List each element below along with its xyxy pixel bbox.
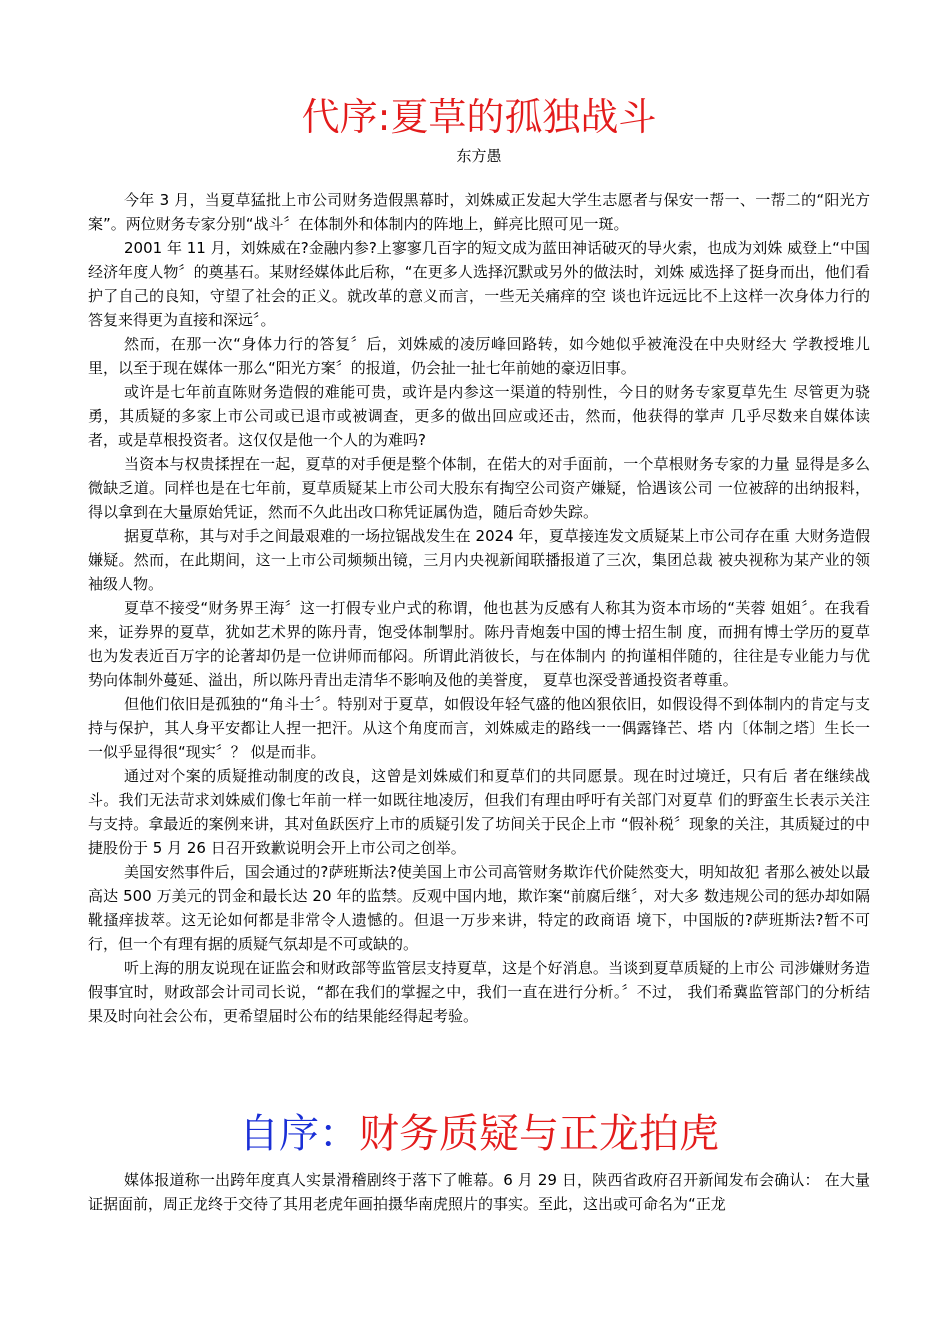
- preface-title: 代序:夏草的孤独战斗: [301, 95, 657, 139]
- paragraph: 2001 年 11 月，刘姝威在?金融内参?上寥寥几百字的短文成为蓝田神话破灭的导火索，也成为刘姝 威登上“中国经济年度人物〞的奠基石。某财经媒体此后称，“在更多人选择沉默或另外的做法时，刘姝 威选择了挺身而出，他们看护了自己的良知，守望了社会的正义。就改革的意义而言，一些无关痛痒的空 谈也许远远比不上这样一次身体力行的答复来得更为直接和深远〞。: [88, 239, 870, 329]
- paragraph: 但他们依旧是孤独的“角斗士〞。特别对于夏草，如假设年轻气盛的他凶狠依旧，如假设得不到体制内的肯定与支持与保护，其人身平安都让人捏一把汗。从这个角度而言，刘姝威走的路线一一偶露锋芒、塔 内〔体制之塔〕生长一一似乎显得很“现实〞？ 似是而非。: [88, 695, 870, 761]
- self-preface-body: [88, 1168, 870, 1218]
- paragraph: 据夏草称，其与对手之间最艰难的一场拉锯战发生在 2024 年，夏草接连发文质疑某上市公司存在重 大财务造假嫌疑。然而，在此期间，这一上市公司频频出镜，三月内央视新闻联播报道了三次，集团总裁 被央视称为某产业的领袖级人物。: [88, 527, 870, 593]
- paragraph: 夏草不接受“财务界王海〞这一打假专业户式的称谓，他也甚为反感有人称其为资本市场的“芙蓉 姐姐〞。在我看来，证券界的夏草，犹如艺术界的陈丹青，饱受体制掣肘。陈丹青炮轰中国的博士招生制 度，而拥有博士学历的夏草也为发表近百万字的论著却仍是一位讲师而郁闷。所谓此消彼长，与在体制内 的拘谨相伴随的，往往是专业能力与优势向体制外蔓延、溢出，所以陈丹青出走清华不影响及他的美誉度， 夏草也深受普通投资者尊重。: [88, 599, 870, 689]
- author-name: 东方愚: [456, 147, 502, 165]
- paragraph: 然而，在那一次“身体力行的答复〞后，刘姝威的凌厉峰回路转，如今她似乎被淹没在中央财经大 学教授堆儿里，以至于现在媒体一那么“阳光方案〞的报道，仍会扯一扯七年前她的豪迈旧事。: [88, 335, 870, 377]
- paragraph: 媒体报道称一出跨年度真人实景滑稽剧终于落下了帷幕。6 月 29 日，陕西省政府召开新闻发布会确认： 在大量证据面前，周正龙终于交待了其用老虎年画拍摄华南虎照片的事实。至此，这出或可命名为“正龙: [88, 1171, 870, 1213]
- paragraph: 当资本与权贵揉捏在一起，夏草的对手便是整个体制，在偌大的对手面前，一个草根财务专家的力量 显得是多么微缺乏道。同样也是在七年前，夏草质疑某上市公司大股东有掏空公司资产嫌疑，恰遇该公司 一位被辞的出纳报料，得以拿到在大量原始凭证，然而不久此出改口称凭证属伪造，随后奇妙失踪。: [88, 455, 870, 521]
- preface-body: [88, 188, 870, 1028]
- self-preface-title: [88, 1108, 870, 1160]
- paragraph: 今年 3 月，当夏草猛批上市公司财务造假黑幕时，刘姝威正发起大学生志愿者与保安一帮一、一帮二的“阳光方案”。两位财务专家分别“战斗〞在体制外和体制内的阵地上，鲜亮比照可见一斑。: [88, 191, 870, 233]
- paragraph: 美国安然事件后，国会通过的?萨班斯法?使美国上市公司高管财务欺诈代价陡然变大，明知故犯 者那么被处以最高达 500 万美元的罚金和最长达 20 年的监禁。反观中国内地，欺诈案“前腐后继〞，对大多 数违规公司的惩办却如隔靴搔痒拔萃。这无论如何都是非常令人遗憾的。但退一万步来讲，特定的政商语 境下，中国版的?萨班斯法?暂不可行，但一个有理有据的质疑气氛却是不可或缺的。: [88, 863, 870, 953]
- paragraph: 通过对个案的质疑推动制度的改良，这曾是刘姝威们和夏草们的共同愿景。现在时过境迁，只有后 者在继续战斗。我们无法苛求刘姝威们像七年前一样一如既往地凌厉，但我们有理由呼吁有关部门对夏草 们的野蛮生长表示关注与支持。拿最近的案例来讲，其对鱼跃医疗上市的质疑引发了坊间关于民企上市 “假补税〞现象的关注，其质疑过的中捷股份于 5 月 26 日召开致歉说明会开上市公司之创举。: [88, 767, 870, 857]
- self-preface-title-prefix: 自序：: [239, 1111, 359, 1157]
- paragraph: 听上海的朋友说现在证监会和财政部等监管层支持夏草，这是个好消息。当谈到夏草质疑的上市公 司涉嫌财务造假事宜时，财政部会计司司长说，“都在我们的掌握之中，我们一直在进行分析。〞不过， 我们希冀监管部门的分析结果及时向社会公布，更希望届时公布的结果能经得起考验。: [88, 959, 870, 1025]
- self-preface-title-main: 财务质疑与正龙拍虎: [359, 1111, 719, 1157]
- paragraph: 或许是七年前直陈财务造假的难能可贵，或许是内参这一渠道的特别性，今日的财务专家夏草先生 尽管更为骁勇，其质疑的多家上市公司或已退市或被调查，更多的做出回应或还击，然而，他获得的掌声 几乎尽数来自媒体读者，或是草根投资者。这仅仅是他一个人的为难吗?: [88, 383, 870, 449]
